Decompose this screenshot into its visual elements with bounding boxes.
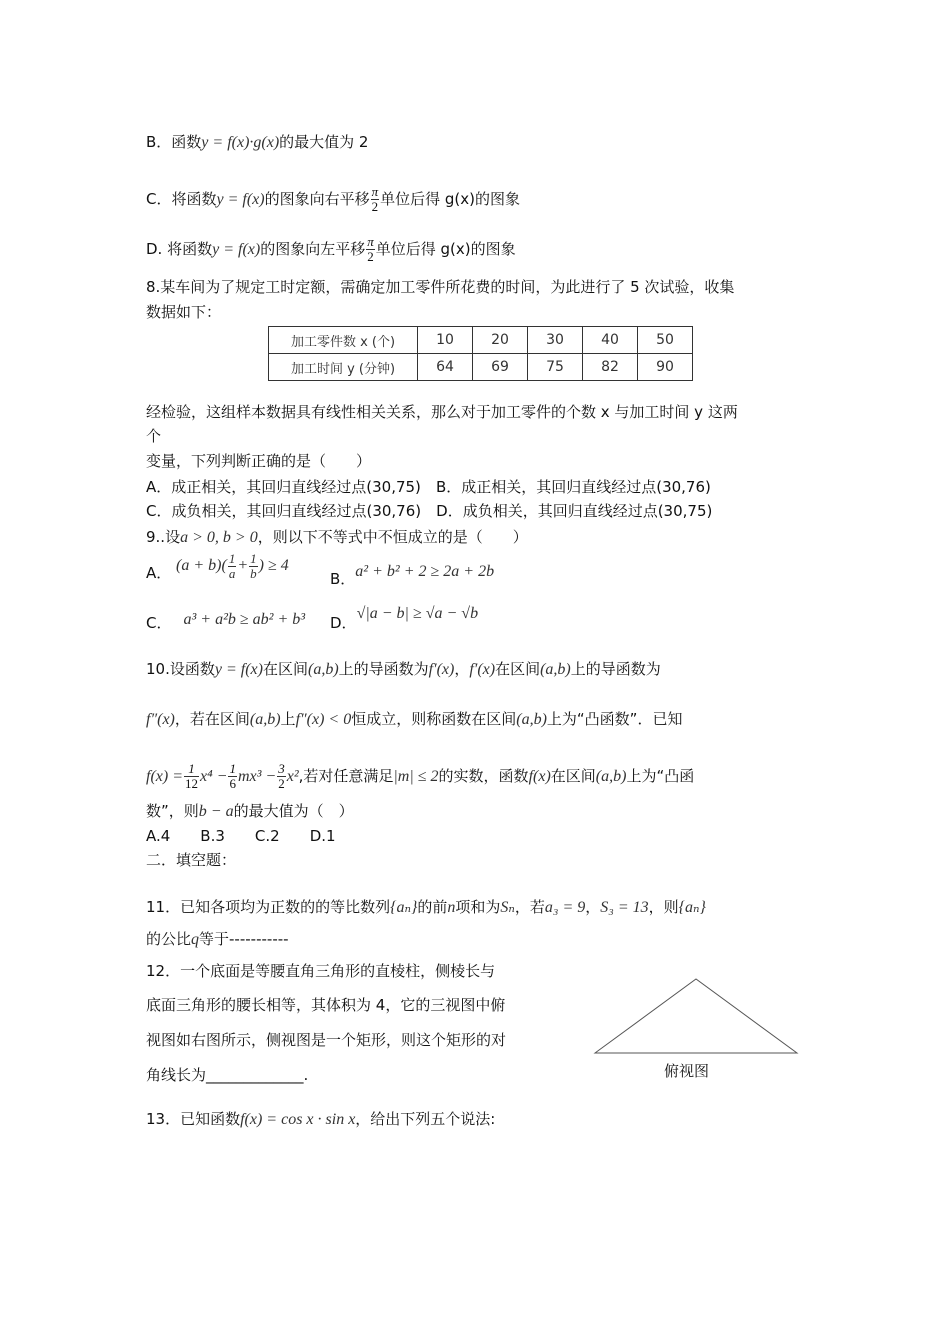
option-c-text: 的图象向右平移 (264, 190, 370, 208)
formula: mx³ − (237, 768, 277, 785)
q8-after-line3: 变量，下列判断正确的是（ ） (146, 452, 372, 470)
text: 数”，则 (146, 802, 199, 820)
table-cell: 30 (528, 327, 583, 354)
formula: {aₙ} (678, 899, 706, 916)
formula: a₃ = 9 (544, 899, 586, 916)
fraction (228, 762, 237, 791)
text: 等于----------- (199, 930, 289, 948)
q8-option-d: D．成负相关，其回归直线经过点(30,75) (436, 502, 713, 520)
table-cell: 69 (473, 354, 528, 381)
q8-option-c: C．成负相关，其回归直线经过点(30,76) (146, 502, 422, 520)
option-d-suffix: 单位后得 g(x)的图象 (375, 240, 516, 258)
text: 上 (280, 710, 296, 728)
formula: S₃ = 13 (600, 899, 649, 916)
table-cell: 10 (418, 327, 473, 354)
formula: {aₙ} (390, 899, 418, 916)
text: 10.设函数 (146, 660, 215, 678)
q10-line4 (146, 800, 354, 823)
text: 项和为 (455, 898, 501, 916)
option-b-suffix: 的最大值为 2 (279, 133, 369, 151)
q9-option-a-formula: (a + b)( $\frac{1}{a}$ + $\frac{1}{b}$ ) ≥ 4 (176, 551, 289, 581)
q8-stem-line1: 8.某车间为了规定工时定额，需确定加工零件所花费的时间，为此进行了 5 次试验，收集 (146, 278, 735, 296)
table-cell: 20 (473, 327, 528, 354)
frac-den: 12 (185, 776, 198, 791)
q8-options-cd (146, 500, 712, 522)
frac-num: 1 (184, 762, 199, 777)
option-c-prefix: C．将函数 (146, 190, 217, 208)
option-d-text: 的图象向左平移 (260, 240, 366, 258)
formula: f(x) = (146, 768, 183, 785)
triangle-shape (595, 979, 797, 1053)
q9-options-ab (146, 551, 289, 589)
q9-option-a-part1: (a + b)( (176, 557, 227, 575)
frac-den: 2 (278, 776, 285, 791)
q10-line3 (146, 762, 694, 791)
option-d-formula: y = f(x) (212, 241, 261, 258)
q8-stem-line2: 数据如下： (146, 303, 222, 321)
formula: x² (286, 768, 299, 785)
formula: (a,b) (595, 768, 627, 785)
frac-num: 1 (229, 761, 236, 776)
table-cell: 75 (528, 354, 583, 381)
text: ,若对任意满足 (298, 767, 394, 785)
formula: f′(x) (469, 661, 496, 678)
option-d-line (146, 235, 516, 264)
q8-data-table (268, 326, 693, 381)
text: ，给出下列五个说法: (355, 1110, 496, 1128)
q8-options-ab (146, 476, 711, 498)
frac-num: 1 (250, 551, 257, 566)
option-c-line (146, 185, 520, 214)
formula: q (191, 931, 200, 948)
text: 上为“凸函 (626, 767, 695, 785)
formula: Sₙ (500, 899, 515, 916)
table-cell: 64 (418, 354, 473, 381)
q8-option-a: A．成正相关，其回归直线经过点(30,75) (146, 478, 421, 496)
fraction (184, 762, 199, 791)
q8-after-line2: 个 (146, 427, 162, 445)
frac-num: 3 (278, 761, 285, 776)
q9-option-c (146, 612, 305, 635)
q13-line1 (146, 1108, 495, 1131)
text: 13．已知函数 (146, 1110, 241, 1128)
text: 在区间 (495, 660, 541, 678)
text: ， (454, 660, 470, 678)
formula: (a,b) (540, 661, 571, 678)
text: ，若在区间 (174, 710, 250, 728)
formula: f(x) (528, 768, 551, 785)
q12-line1: 12．一个底面是等腰直角三角形的直棱柱，侧棱长与 (146, 962, 496, 980)
text: 在区间 (550, 767, 596, 785)
q12-line2: 底面三角形的腰长相等，其体积为 4，它的三视图中俯 (146, 996, 506, 1014)
text: ，则 (648, 898, 679, 916)
q9-option-c-label: C． (146, 614, 172, 632)
text: 上的导函数为 (338, 660, 429, 678)
formula: f′(x) (428, 661, 455, 678)
option-d-fraction: $\frac{\pi}{2}$ (367, 234, 374, 264)
fraction (249, 552, 258, 581)
text: 在区间 (262, 660, 308, 678)
option-c-suffix: 单位后得 g(x)的图象 (380, 190, 520, 208)
frac-num: 1 (228, 551, 236, 566)
table-cell: 82 (583, 354, 638, 381)
frac-den: b (250, 566, 257, 581)
option-c-fraction: $\frac{\pi}{2}$ (371, 184, 379, 214)
table-row (269, 354, 693, 381)
text: 上为“凸函数”．已知 (546, 710, 683, 728)
text: ，若 (514, 898, 545, 916)
fraction (228, 552, 237, 581)
q9-option-a-label: A． (146, 564, 172, 583)
formula: f(x) = cos x · sin x (240, 1111, 356, 1128)
formula: (a,b) (516, 711, 547, 728)
top-view-triangle-diagram (590, 975, 802, 1060)
q10-line2 (146, 708, 682, 731)
option-b-prefix: B．函数 (146, 133, 202, 151)
formula: b − a (198, 803, 234, 820)
formula: f″(x) (146, 711, 175, 728)
text: 11．已知各项均为正数的的等比数列 (146, 898, 391, 916)
text: 的公比 (146, 930, 192, 948)
frac-den: a (228, 566, 236, 581)
q9-stem-suffix: ，则以下不等式中不恒成立的是（ ） (257, 528, 528, 546)
formula: f″(x) < 0 (295, 711, 352, 728)
q9-stem (146, 526, 528, 549)
q9-option-b (330, 563, 495, 591)
q12-line4: 角线长为_____________. (146, 1066, 309, 1084)
text: 恒成立，则称函数在区间 (351, 710, 517, 728)
q9-option-b-formula: a² + b² + 2 ≥ 2a + 2b (355, 563, 495, 580)
text: 上的导函数为 (570, 660, 661, 678)
text: ， (585, 898, 601, 916)
table-row (269, 327, 693, 354)
option-c-formula: y = f(x) (216, 191, 265, 208)
q8-option-b: B．成正相关，其回归直线经过点(30,76) (435, 478, 711, 496)
formula: x⁴ − (200, 768, 228, 785)
table-cell: 40 (583, 327, 638, 354)
table-cell: 50 (638, 327, 693, 354)
q10-line1 (146, 658, 661, 681)
text: 的前 (417, 898, 448, 916)
table-cell: 90 (638, 354, 693, 381)
q9-option-c-formula: a³ + a²b ≥ ab² + b³ (183, 611, 306, 628)
table-row-label: 加工时间 y (分钟) (269, 354, 418, 381)
top-view-caption: 俯视图 (664, 1062, 710, 1080)
formula: y = f(x) (214, 661, 263, 678)
text: 的最大值为（ ） (233, 802, 354, 820)
q9-option-b-label: B． (330, 570, 356, 588)
formula: (a,b) (307, 661, 339, 678)
q9-option-a-part2: ) ≥ 4 (258, 557, 289, 575)
q12-line3: 视图如右图所示，侧视图是一个矩形，则这个矩形的对 (146, 1031, 507, 1049)
q11-line1 (146, 896, 706, 919)
formula: n (447, 899, 456, 916)
option-b-formula: y = f(x)·g(x) (201, 134, 280, 151)
q11-line2 (146, 928, 289, 951)
q9-option-d-label: D． (330, 614, 357, 632)
section-heading-fill-blank: 二．填空题： (146, 851, 237, 869)
fraction (277, 762, 286, 791)
q9-stem-prefix: 9..设 (146, 528, 181, 546)
formula: |m| ≤ 2 (393, 768, 439, 785)
option-d-prefix: D. 将函数 (146, 240, 213, 258)
formula: (a,b) (249, 711, 281, 728)
text: 的实数，函数 (438, 767, 529, 785)
q8-after-line1: 经检验，这组样本数据具有线性相关关系，那么对于加工零件的个数 x 与加工时间 y 这两 (146, 403, 738, 421)
q9-condition: a > 0, b > 0 (180, 529, 258, 546)
frac-den: 6 (229, 776, 236, 791)
table-row-label: 加工零件数 x (个) (269, 327, 418, 354)
q9-option-d-formula: √|a − b| ≥ √a − √b (356, 605, 479, 622)
option-b-line (146, 131, 368, 154)
q10-options: A.4 B.3 C.2 D.1 (146, 827, 336, 845)
q9-option-d (330, 605, 479, 635)
